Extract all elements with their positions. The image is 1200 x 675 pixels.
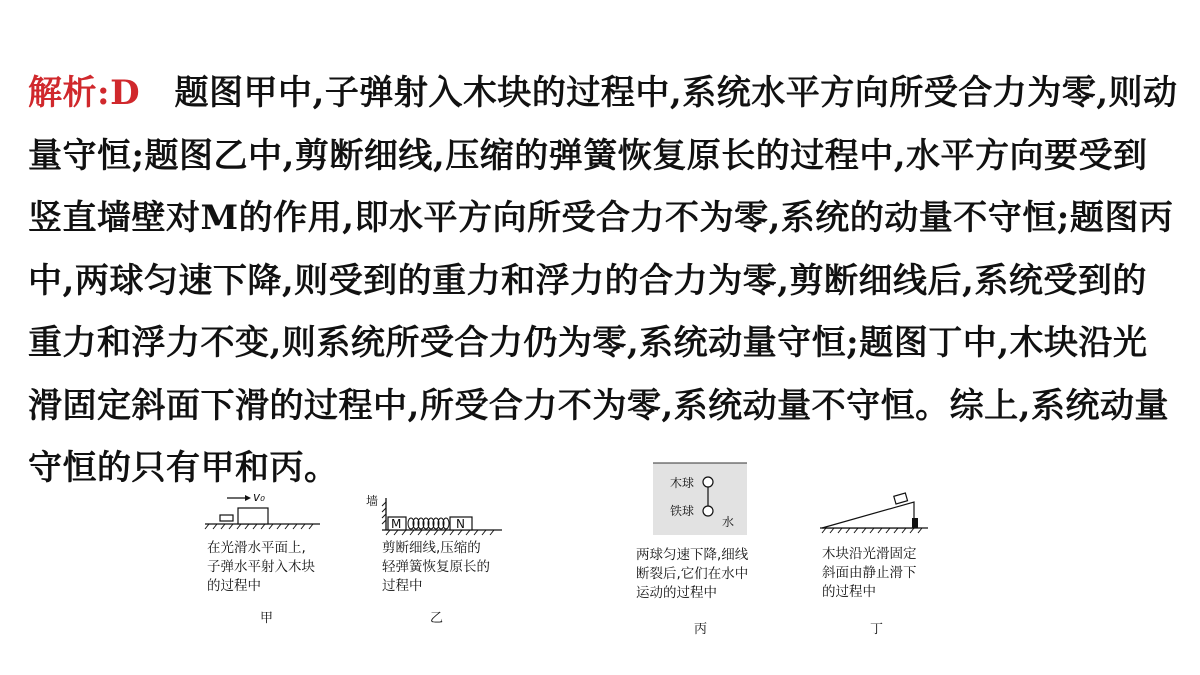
analysis-label: 解析: [28,73,111,113]
bullet [220,515,233,521]
block-m-label: M [391,517,402,531]
caption-yi: 剪断细线,压缩的 轻弹簧恢复原长的 过程中 [382,540,490,594]
figure-yi-diagram [362,490,512,535]
analysis-paragraph [28,62,1178,500]
incline [822,502,914,528]
figure-jia-diagram [205,490,335,530]
label-bing: 丙 [694,622,708,637]
water-label: 水 [722,515,735,529]
wood-block [238,508,268,524]
caption-ding: 木块沿光滑固定 斜面由静止滑下 的过程中 [822,546,917,600]
iron-ball [703,506,713,516]
iron-ball-label: 铁球 [670,504,695,518]
analysis-text: 题图甲中,子弹射入木块的过程中,系统水平方向所受合力为零,则动量守恒;题图乙中,剪断细线,压缩的弹簧恢复原长的过程中,水平方向要受到竖直墙壁对M的作用,即水平方向所受合力不为零,系统的动量不守恒;题图丙中,两球匀速下降,则受到的重力和浮力的合力为零,剪断细线后,系统受到的重力和浮力不变,则系统所受合力仍为零,系统动量守恒;题图丁中,木块沿光滑固定斜面下滑的过程中,所受合力不为零,系统动量不守恒。综上,系统动量守恒的只有甲和丙。 [28,73,1178,488]
figure-bing-diagram [650,460,800,540]
sliding-block [894,493,908,504]
wall-label: 墙 [366,494,379,508]
stopper [912,518,918,528]
label-yi: 乙 [430,611,444,626]
caption-jia: 在光滑水平面上, 子弹水平射入木块 的过程中 [207,540,315,594]
caption-bing: 两球匀速下降,细线 断裂后,它们在水中 运动的过程中 [636,547,749,601]
figure-ding-diagram [820,490,950,535]
figure-yi [362,490,512,630]
label-ding: 丁 [870,622,884,637]
figure-bing [636,460,800,637]
velocity-label: v₀ [253,490,265,504]
figure-ding [820,490,950,635]
figure-jia [205,490,335,630]
answer-letter: D [110,73,141,113]
wood-ball [703,477,713,487]
wood-ball-label: 木球 [670,476,695,490]
block-n-label: N [456,517,465,531]
label-jia: 甲 [260,611,274,626]
compressed-spring [408,518,449,529]
